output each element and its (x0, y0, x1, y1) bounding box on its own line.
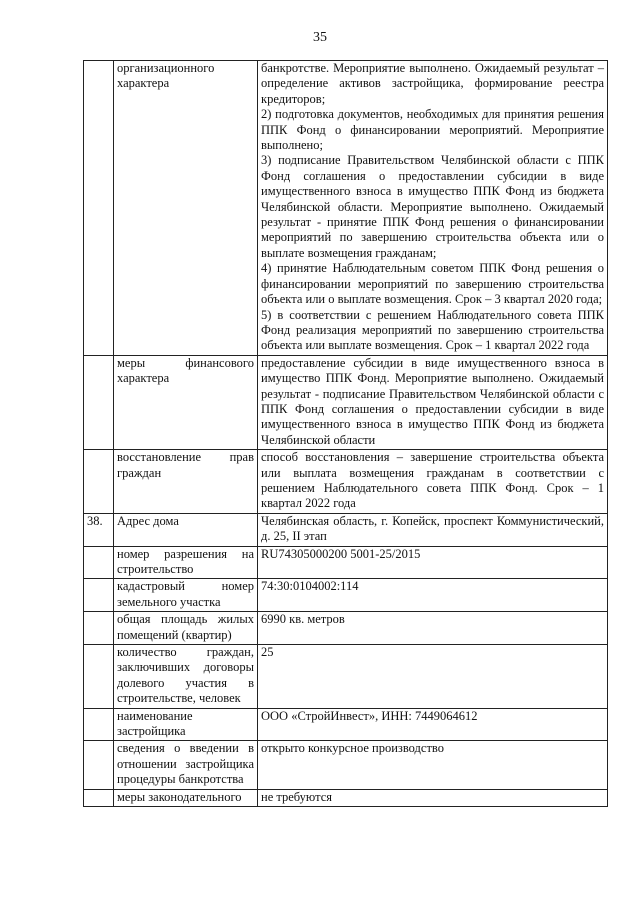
label-cell: количество граждан, заключивших договоры долевого участия в строительстве, человек (114, 645, 258, 709)
table-row (84, 450, 608, 514)
paragraph: 3) подписание Правительством Челябинской области с ППК Фонд соглашения о предоставлении субсидии в виде имущественного взноса в имущество ППК Фонд из бюджета Челябинской области. Мероприятие выполнено. Ожидаемый результат - принятие ППК Фонд решения о финансировании мероприятий по завершению строительства объекта или о выплате возмещения гражданам; (261, 153, 604, 260)
table-row (84, 513, 608, 546)
number-cell (84, 61, 114, 356)
label-cell: номер разрешения на строительство (114, 546, 258, 579)
project-table (83, 60, 608, 807)
table-row (84, 546, 608, 579)
table-row (84, 741, 608, 789)
value-cell: не требуются (258, 789, 608, 806)
number-cell (84, 355, 114, 449)
number-cell (84, 741, 114, 789)
number-cell (84, 645, 114, 709)
label-cell: наименование застройщика (114, 708, 258, 741)
label-cell: кадастровый номер земельного участка (114, 579, 258, 612)
value-cell: 6990 кв. метров (258, 612, 608, 645)
number-cell (84, 450, 114, 514)
number-cell (84, 708, 114, 741)
number-cell (84, 789, 114, 806)
number-cell (84, 546, 114, 579)
table-row (84, 579, 608, 612)
value-cell: 74:30:0104002:114 (258, 579, 608, 612)
number-cell: 38. (84, 513, 114, 546)
label-cell: организационного характера (114, 61, 258, 356)
page-number: 35 (313, 30, 327, 45)
value-cell: открыто конкурсное производство (258, 741, 608, 789)
number-cell (84, 579, 114, 612)
table-row (84, 789, 608, 806)
table-row (84, 612, 608, 645)
paragraph: банкротстве. Мероприятие выполнено. Ожидаемый результат – определение активов застройщика, формирование реестра кредиторов; (261, 61, 604, 106)
label-cell: Адрес дома (114, 513, 258, 546)
paragraph: 4) принятие Наблюдательным советом ППК Фонд решения о финансировании мероприятий по завершению строительства объекта или о выплате возмещения. Срок – 3 квартал 2020 года; (261, 261, 604, 307)
value-cell: способ восстановления – завершение строительства объекта или выплата возмещения гражданам в соответствии с решением Наблюдательного совета ППК Фонд. Срок – 1 квартал 2022 года (258, 450, 608, 514)
value-cell: ООО «СтройИнвест», ИНН: 7449064612 (258, 708, 608, 741)
table-row (84, 708, 608, 741)
number-cell (84, 612, 114, 645)
label-cell: меры законодательного (114, 789, 258, 806)
value-cell: Челябинская область, г. Копейск, проспект Коммунистический, д. 25, II этап (258, 513, 608, 546)
label-cell: меры финансового характера (114, 355, 258, 449)
table-row (84, 355, 608, 449)
table-row (84, 61, 608, 356)
paragraph: 5) в соответствии с решением Наблюдательного совета ППК Фонд реализация мероприятий по завершению строительства объекта или выплате возмещения. Срок – 1 квартал 2022 года (261, 307, 604, 353)
value-cell (258, 61, 608, 356)
value-cell: RU74305000200 5001-25/2015 (258, 546, 608, 579)
label-cell: общая площадь жилых помещений (квартир) (114, 612, 258, 645)
value-cell: предоставление субсидии в виде имущественного взноса в имущество ППК Фонд. Мероприятие выполнено. Ожидаемый результат - подписание Правительством Челябинской области с ППК Фонд соглашения о предоставлении субсидии в виде имущественного взноса в имущество ППК Фонд из бюджета Челябинской области (258, 355, 608, 449)
table-row (84, 645, 608, 709)
value-cell: 25 (258, 645, 608, 709)
label-cell: сведения о введении в отношении застройщика процедуры банкротства (114, 741, 258, 789)
paragraph: 2) подготовка документов, необходимых для принятия решения ППК Фонд о финансировании мероприятий. Мероприятие выполнено; (261, 107, 604, 153)
label-cell: восстановление прав граждан (114, 450, 258, 514)
